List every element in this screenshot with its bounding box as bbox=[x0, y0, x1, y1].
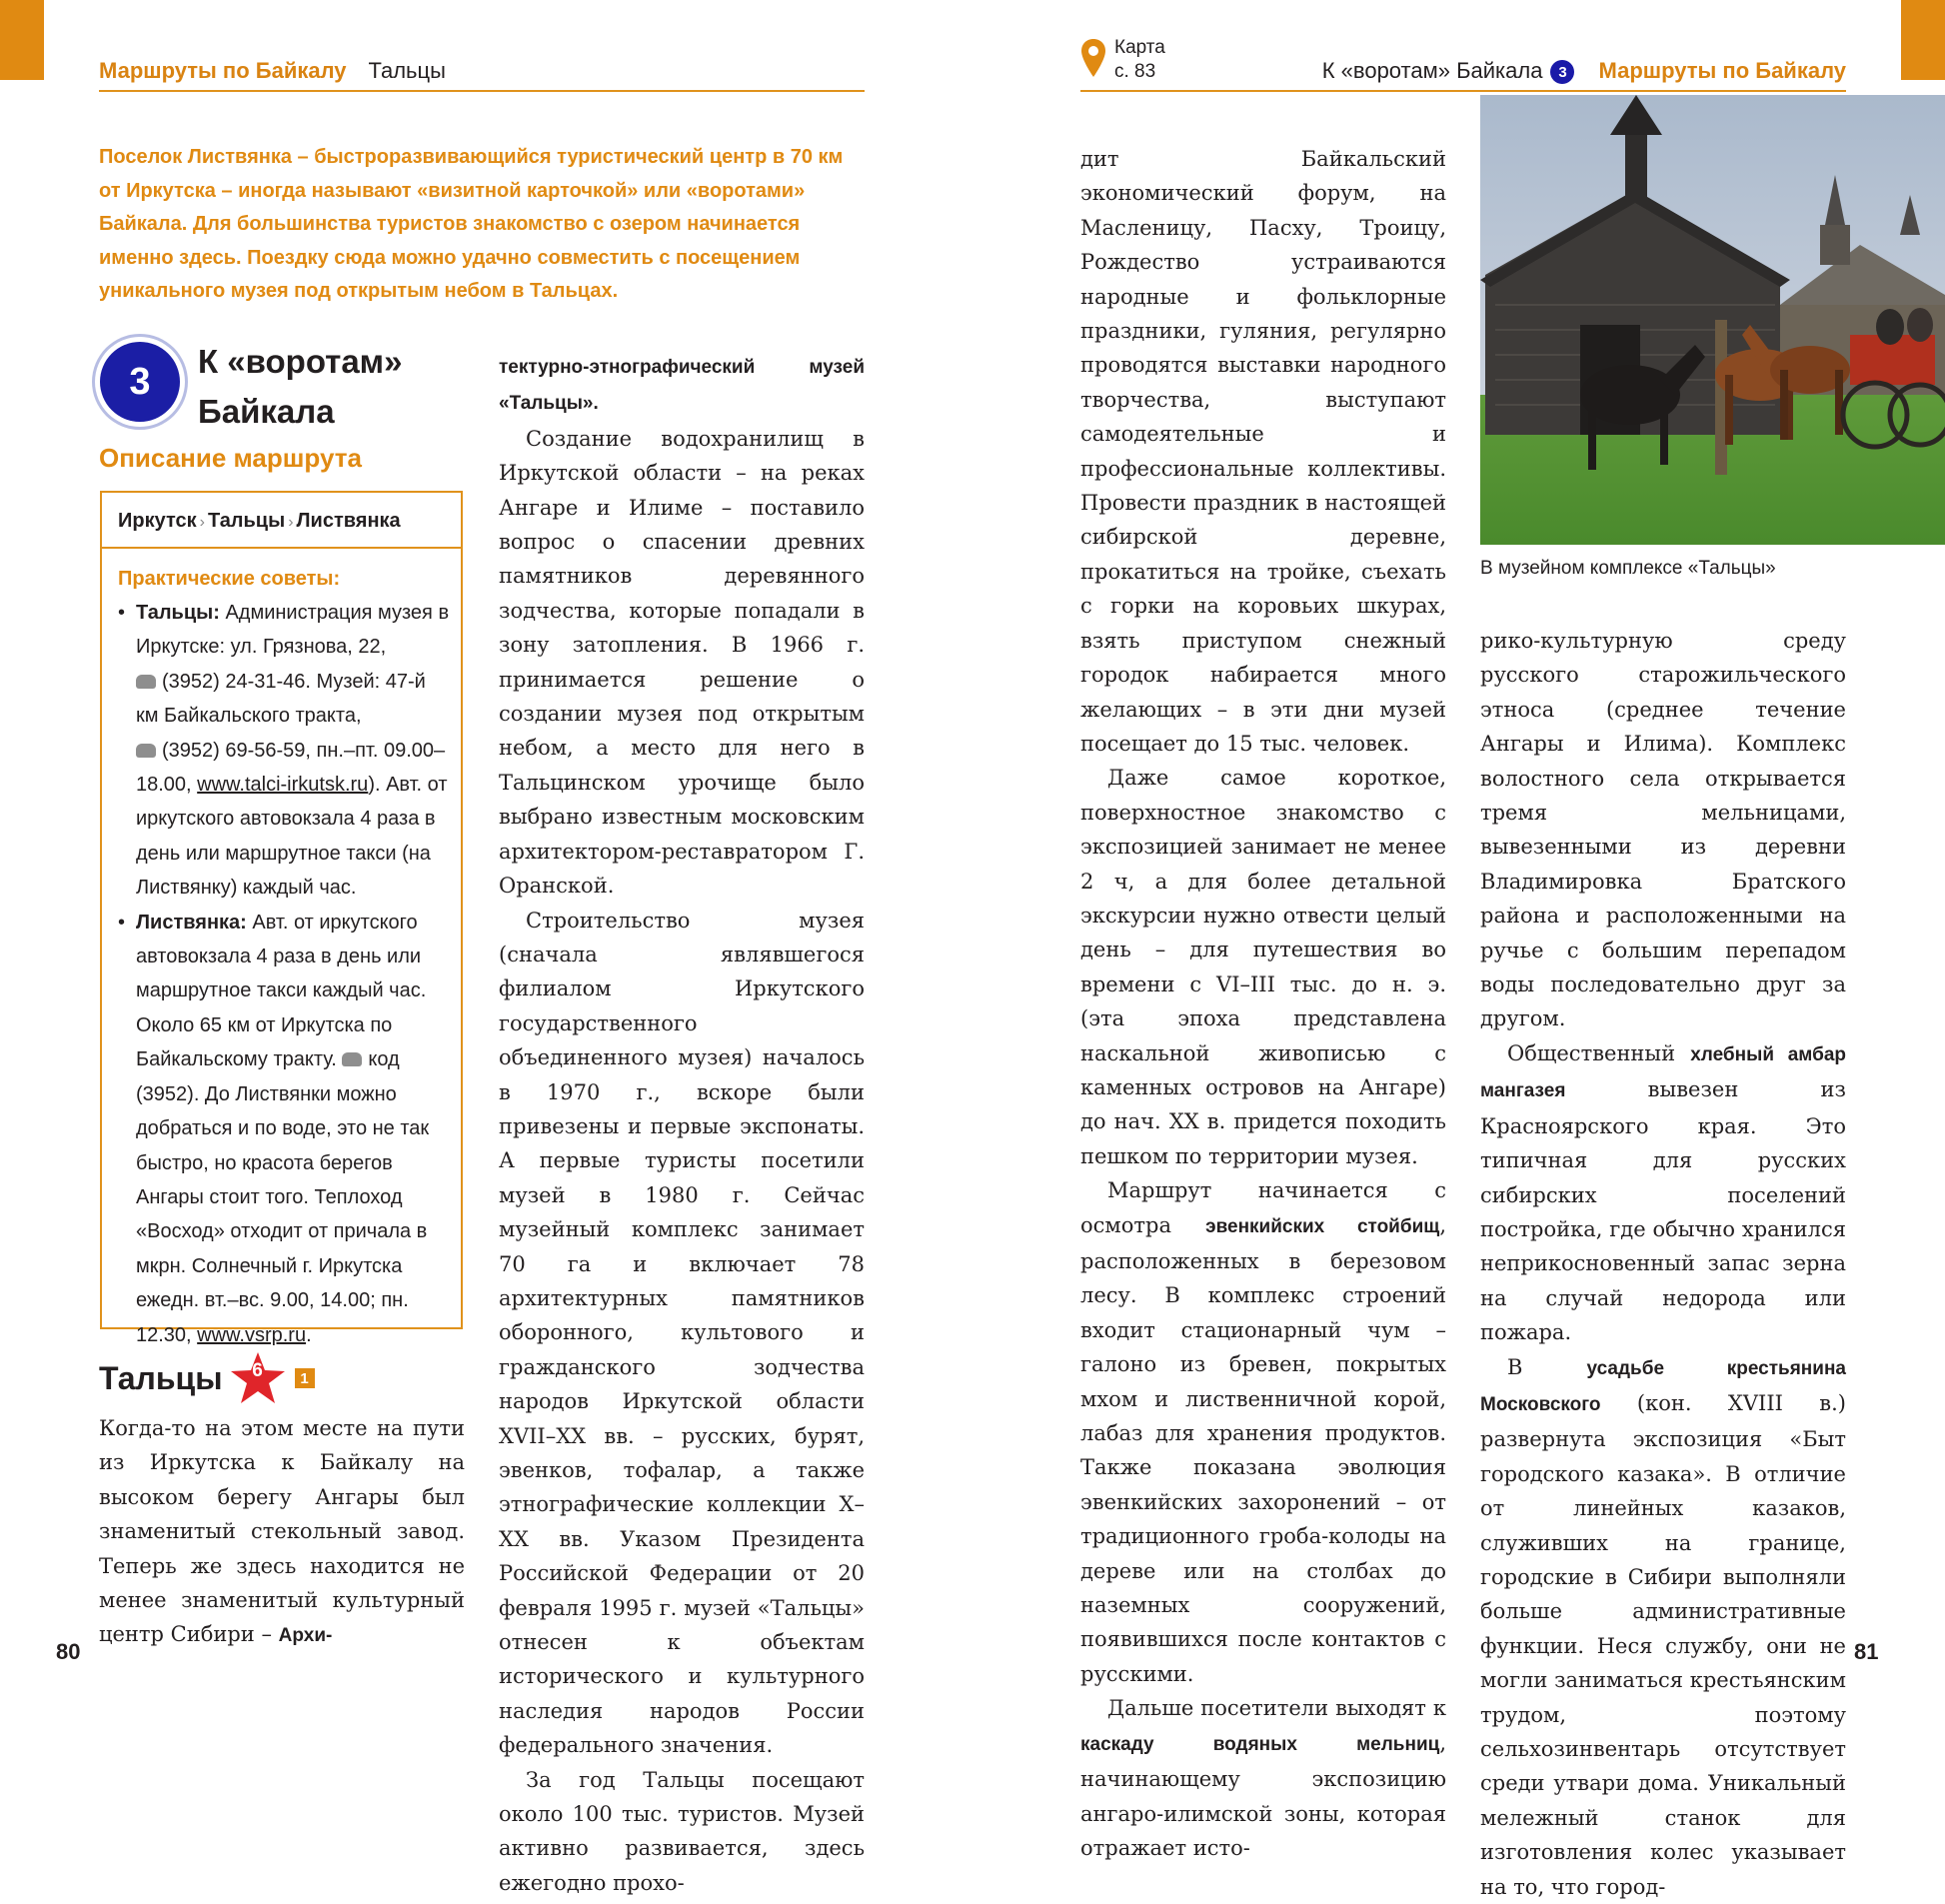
tip-text: (3952) 69-56-59, пн.–пт. 09.00–18.00, bbox=[136, 739, 446, 797]
text-column-4 bbox=[1480, 624, 1846, 1904]
running-head-route-badge: 3 bbox=[1550, 60, 1574, 84]
body-bold: эвенкийских стойбищ bbox=[1205, 1215, 1440, 1237]
route-stops bbox=[102, 493, 461, 549]
tip-label: Листвянка: bbox=[136, 911, 247, 934]
route-stop: Тальцы bbox=[207, 510, 286, 532]
page-corner-tab-left bbox=[0, 0, 44, 80]
body-paragraph bbox=[99, 1411, 465, 1654]
route-number-badge: 3 bbox=[100, 342, 180, 422]
route-separator: › bbox=[199, 514, 205, 531]
tip-taltsy bbox=[118, 596, 451, 906]
tip-text: код (3952). До Листвянки можно добраться и по воде, это не так быстро, но красота берегов Ангары стоит того. Теплоход «Восход» отходит от причала в мкрн. Солнечный г. Иркутска ежедн. вт.–вс. 9.00, 14.00; пн. 12.30, bbox=[136, 1048, 430, 1346]
practical-info-box bbox=[100, 491, 463, 1346]
taltsy-website-link[interactable]: www.talci-irkutsk.ru bbox=[197, 774, 369, 797]
body-text: Общественный bbox=[1507, 1040, 1691, 1065]
body-paragraph bbox=[1480, 1350, 1846, 1904]
text-column-2 bbox=[499, 349, 865, 1900]
body-paragraph: Создание водохранилищ в Иркутской области – на реках Ангаре и Илиме – поставило вопрос о спасении древних памятников деревянного зодчества, которые попадали в зону затопления. В 1966 г. принимается решение о создании музея под открытым небом, а место для него в Тальцинском урочище было выбрано известным московским архитектором-реставратором Г. Оранской. bbox=[499, 426, 865, 899]
practical-tips-list bbox=[102, 596, 461, 1352]
phone-icon bbox=[136, 675, 156, 689]
tip-text: Авт. от иркутского автовокзала 4 раза в день или маршрутное такси каждый час. Около 65 км от Иркутска по Байкальскому тракту. bbox=[136, 911, 427, 1071]
body-text: Когда-то на этом месте на пути из Иркутска к Байкалу на высоком берегу Ангары был знаменитый стекольный завод. Теперь же здесь находится не менее знаменитый культурный центр Сибири – bbox=[99, 1416, 465, 1647]
practical-tips-heading: Практические советы: bbox=[118, 568, 341, 590]
phone-icon bbox=[136, 744, 156, 758]
star-rating-number: 6 bbox=[252, 1360, 263, 1381]
map-page: с. 83 bbox=[1114, 61, 1156, 82]
text-column-1 bbox=[99, 1411, 465, 1654]
route-separator: › bbox=[288, 514, 294, 531]
lead-paragraph: Поселок Листвянка – быстроразвивающийся туристический центр в 70 км от Иркутска – иногда называют «визитной карточкой» или «воротами» Байкала. Для большинства туристов знакомство с озером начинается именно здесь. Поездку сюда можно удачно совместить с посещением уникального музея под открытым небом в Тальцах. bbox=[99, 146, 844, 303]
page-number-left: 80 bbox=[56, 1639, 81, 1664]
body-text: Маршрут начинается с осмотра bbox=[1080, 1178, 1446, 1237]
body-paragraph: Строительство музея (сначала являвшегося филиалом Иркутского государственного объединенного музея) началось в 1970 г., вскоре были привезены и первые экспонаты. А первые туристы посетили музей в 1980 г. Сейчас музейный комплекс занимает 70 га и включает 78 архитектурных памятников оборонного, культового и гражданского зодчества народов Иркутской области XVII–XX вв. – русских, бурят, эвенков, тофалар, а также этнографические коллекции X–XX вв. Указом Президента Российской Федерации от 20 февраля 1995 г. музей «Тальцы» отнесен к объектам исторического и культурного наследия народов России федерального значения. bbox=[499, 908, 865, 1758]
map-label: Карта bbox=[1114, 37, 1165, 58]
page-number-right: 81 bbox=[1854, 1639, 1879, 1664]
body-paragraph: Даже самое короткое, поверхностное знакомство с экспозицией занимает не менее 2 ч, а для более детальной экскурсии нужно отвести целый день – для путешествия во времени с VI–III тыс. до н. э. (эта эпоха представлена наскальной живописью с каменных островов на Ангаре) до нач. XX в. придется походить пешком по территории музея. bbox=[1080, 766, 1446, 1168]
body-paragraph bbox=[499, 349, 865, 422]
running-head-section: Маршруты по Байкалу bbox=[1598, 58, 1846, 83]
route-stop: Иркутск bbox=[118, 510, 197, 532]
body-paragraph: За год Тальцы посещают около 100 тыс. туристов. Музей активно развивается, здесь ежегодно прохо- bbox=[499, 1767, 865, 1895]
section-heading-taltsy bbox=[99, 1350, 315, 1406]
body-paragraph: дит Байкальский экономический форум, на Масленицу, Пасху, Троицу, Рождество устраиваются народные и фольклорные праздники, гуляния, регулярно проводятся выставки народного творчества, выступают самодеятельные и профессиональные коллективы. Провести праздник в настоящей сибирской деревне, прокатиться на тройке, съехать с горки на коровьих шкурах, взять приступом снежный городок набирается много желающих – в эти дни музей посещает до 15 тыс. человек. bbox=[1080, 147, 1446, 756]
body-bold: хлебный амбар мангазея bbox=[1480, 1043, 1846, 1102]
page-corner-tab-right bbox=[1901, 0, 1945, 80]
tip-text: (3952) 24-31-46. Музей: 47-й км Байкальского тракта, bbox=[136, 670, 426, 728]
route-description-heading: Описание маршрута bbox=[99, 443, 362, 473]
museum-photo bbox=[1480, 95, 1945, 545]
route-title-line1: К «воротам» bbox=[198, 343, 403, 380]
body-text: , начинающему экспозицию ангаро-илимской зоны, которая отражает исто- bbox=[1080, 1730, 1446, 1860]
tip-label: Тальцы: bbox=[136, 602, 220, 624]
tip-listvyanka bbox=[118, 906, 451, 1352]
tip-text: . bbox=[306, 1323, 312, 1346]
running-head-left bbox=[99, 54, 865, 92]
running-head-route: К «воротам» Байкала bbox=[1321, 58, 1543, 83]
star-icon bbox=[229, 1350, 287, 1406]
photo-caption: В музейном комплексе «Тальцы» bbox=[1480, 558, 1776, 579]
body-bold: тектурно-этнографический музей «Тальцы». bbox=[499, 357, 865, 415]
body-paragraph bbox=[1080, 1173, 1446, 1691]
tip-text: Администрация музея в Иркутске: ул. Грязнова, 22, bbox=[136, 602, 450, 659]
route-title-line2: Байкала bbox=[198, 393, 335, 430]
body-bold: Архи- bbox=[278, 1625, 333, 1647]
body-text: вывезен из Красноярского края. Это типичная для русских сибирских поселений постройка, где обычно хранился неприкосновенный запас зерна на случай недорода или пожара. bbox=[1480, 1077, 1846, 1345]
tip-text: ). Авт. от иркутского автовокзала 4 раза в день или маршрутное такси (на Листвянку) каждый час. bbox=[136, 774, 448, 900]
map-number-badge: 1 bbox=[295, 1368, 315, 1388]
vsrp-website-link[interactable]: www.vsrp.ru bbox=[197, 1323, 307, 1346]
text-column-3 bbox=[1080, 142, 1446, 1865]
body-paragraph bbox=[1480, 1036, 1846, 1350]
body-text: Дальше посетители выходят к bbox=[1107, 1696, 1446, 1721]
body-text: (кон. XVIII в.) развернута экспозиция «Быт городского казака». В отличие от линейных казаков, служивших на границе, городские в Сибири выполняли больше административные функции. Неся службу, они не могли заниматься крестьянским трудом, поэтому сельхозинвентарь отсутствует среди утвари дома. Уникальный мележный станок для изготовления колес указывает на то, что город- bbox=[1480, 1390, 1846, 1899]
body-bold: усадьбе крестьянина Московского bbox=[1480, 1357, 1846, 1415]
running-head-right bbox=[1080, 54, 1846, 92]
body-paragraph: рико-культурную среду русского старожильческого этноса (среднее течение Ангары и Илима). Комплекс волостного села открывается тремя мельницами, вывезенными из деревни Владимировка Братского района и расположенными на ручье с большим перепадом воды последовательно друг за другом. bbox=[1480, 629, 1846, 1031]
body-text: , расположенных в березовом лесу. В комплекс строений входит стационарный чум – галоно из бревен, покрытых мхом и лиственничной корой, лабаз для хранения продуктов. Также показана эволюция эвенкийских захоронений – от традиционного гроба-колоды на дереве или на столбах до наземных сооружений, появившихся после контактов с русскими. bbox=[1080, 1212, 1446, 1686]
route-stop: Листвянка bbox=[296, 510, 401, 532]
running-head-section: Маршруты по Байкалу bbox=[99, 58, 347, 83]
running-head-place: Тальцы bbox=[368, 58, 446, 83]
body-bold: каскаду водяных мельниц bbox=[1080, 1733, 1440, 1755]
section-title: Тальцы bbox=[99, 1359, 223, 1396]
body-text: В bbox=[1507, 1354, 1587, 1379]
phone-icon bbox=[342, 1052, 362, 1066]
route-title bbox=[198, 337, 468, 437]
body-paragraph bbox=[1080, 1691, 1446, 1865]
